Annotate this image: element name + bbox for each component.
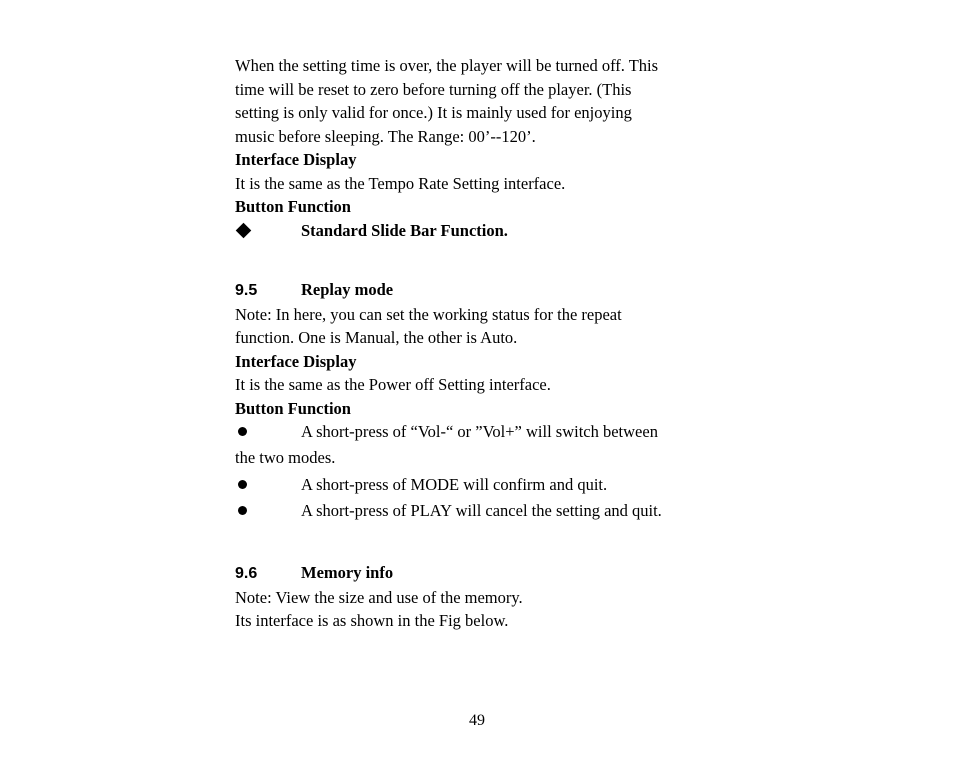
note-line: Note: View the size and use of the memory.: [235, 587, 523, 607]
intro-line: music before sleeping. The Range: 00’--120’.: [235, 126, 536, 146]
bullet-item: [235, 473, 725, 499]
page-number: 49: [469, 712, 485, 729]
dot-bullet-icon: [235, 422, 301, 446]
interface-display-heading: Interface Display: [235, 351, 357, 371]
section-title: Replay mode: [301, 280, 394, 299]
bullet-text: A short-press of PLAY will cancel the setting and quit.: [301, 500, 662, 520]
intro-line: When the setting time is over, the player will be turned off. This: [235, 56, 659, 75]
interface-display-text: It is the same as the Tempo Rate Setting interface.: [235, 173, 566, 193]
bullet-text: Standard Slide Bar Function.: [301, 220, 508, 240]
bullet-text: A short-press of “Vol-“ or ”Vol+” will switch between: [301, 422, 658, 441]
dot-bullet-icon: [235, 475, 301, 499]
bullet-text: A short-press of MODE will confirm and quit.: [301, 475, 608, 494]
interface-display-heading: Interface Display: [235, 150, 357, 169]
diamond-bullet-icon: [235, 221, 301, 245]
interface-display-text: It is the same as the Power off Setting interface.: [235, 375, 551, 394]
bullet-item: [235, 219, 725, 245]
note-line: Note: In here, you can set the working status for the repeat: [235, 304, 622, 324]
section-number: 9.6: [235, 565, 258, 582]
section-number: 9.5: [235, 282, 258, 299]
section-heading-9-6: [235, 561, 725, 586]
intro-line: time will be reset to zero before turning off the player. (This: [235, 79, 632, 99]
bullet-continuation: the two modes.: [235, 447, 336, 467]
dot-bullet-icon: [235, 501, 301, 525]
section-heading-9-5: [235, 278, 725, 303]
button-function-heading: Button Function: [235, 197, 351, 216]
bullet-item: [235, 499, 725, 525]
section-title: Memory info: [301, 563, 394, 582]
bullet-item: [235, 420, 725, 446]
intro-line: setting is only valid for once.) It is mainly used for enjoying: [235, 103, 632, 122]
note-line: Its interface is as shown in the Fig below.: [235, 611, 509, 630]
document-body: [235, 54, 725, 633]
button-function-heading: Button Function: [235, 398, 351, 418]
note-line: function. One is Manual, the other is Auto.: [235, 328, 518, 347]
